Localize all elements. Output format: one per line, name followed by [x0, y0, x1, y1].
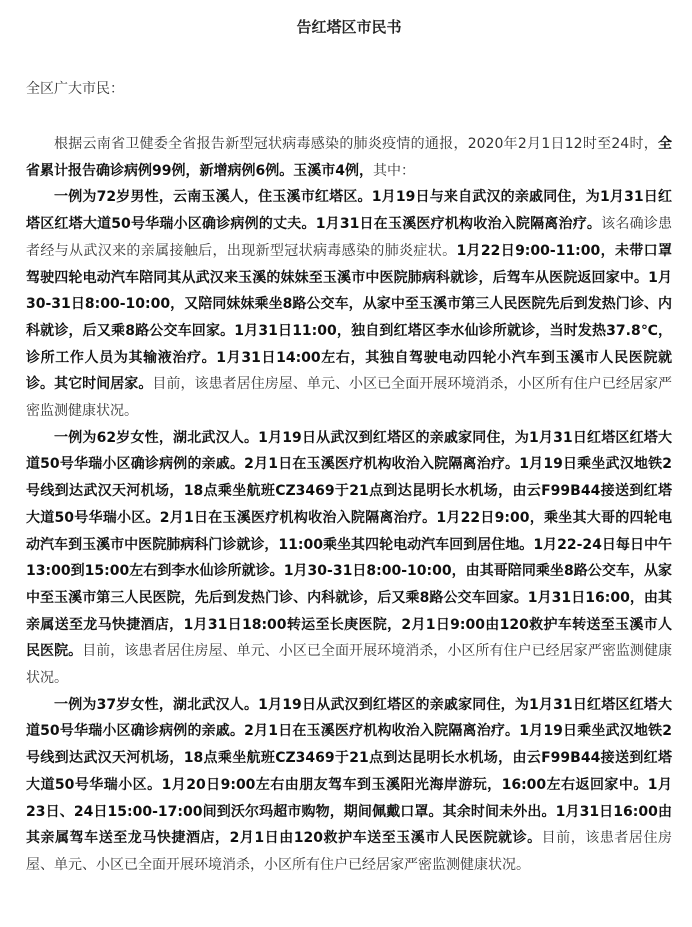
salutation: 全区广大市民：	[26, 81, 124, 97]
text-segment-bold: 一例为62岁女性，湖北武汉人。1月19日从武汉到红塔区的亲戚家同住，为1月31日红塔区红塔大道50号华瑞小区确诊病例的亲戚。2月1日在玉溪医疗机构收治入院隔离治疗。1月19日乘坐武汉地铁2号线到达武汉天河机场，18点乘坐航班CZ3469于21点到达昆明长水机场，由云F99B44接送到红塔大道50号华瑞小区。2月1日在玉溪医疗机构收治入院隔离治疗。1月22日9:00，乘坐其大哥的四轮电动汽车到玉溪市中医院肺病科门诊就诊，11:00乘坐其四轮电动汽车回到居住地。1月22-24日每日中午13:00到15:00左右到李水仙诊所就诊。1月30-31日8:00-10:00，由其哥陪同乘坐8路公交车，从家中至玉溪市第三人民医院，先后到发热门诊、内科就诊，后又乘8路公交车回家。1月31日16:00，由其亲属送至龙马快捷酒店，1月31日18:00转运至长庚医院，2月1日9:00由120救护车转送至玉溪市人民医院。	[26, 429, 672, 660]
text-segment-bold: 1月22日9:00-11:00，未带口罩驾驶四轮电动汽车陪同其从武汉来玉溪的妹妹至玉溪市中医院肺病科就诊，后驾车从医院返回家中。1月30-31日8:00-10:00，又陪同妹妹乘坐8路公交车，从家中至玉溪市第三人民医院先后到发热门诊、内科就诊，后又乘8路公交车回家。1月31日11:00，独自到红塔区李水仙诊所就诊，当时发热37.8℃，诊所工作人员为其输液治疗。1月31日14:00左右，其独自驾驶电动四轮小汽车到玉溪市人民医院就诊。其它时间居家。	[26, 242, 673, 393]
paragraph-3	[26, 425, 672, 692]
paragraph-4	[26, 692, 672, 879]
paragraph-1	[26, 131, 672, 184]
text-segment: 其中：	[372, 162, 415, 179]
paragraph-2	[26, 184, 672, 424]
text-segment-bold: 一例为37岁女性，湖北武汉人。1月19日从武汉到红塔区的亲戚家同住，为1月31日红塔区红塔大道50号华瑞小区确诊病例的亲戚。2月1日在玉溪医疗机构收治入院隔离治疗。1月19日乘坐武汉地铁2号线到达武汉天河机场，18点乘坐航班CZ3469于21点到达昆明长水机场，由云F99B44接送到红塔大道50号华瑞小区。1月20日9:00左右由朋友驾车到玉溪阳光海岸游玩，16:00左右返回家中。1月23日、24日15:00-17:00间到沃尔玛超市购物，期间佩戴口罩。其余时间未外出。1月31日16:00由其亲属驾车送至龙马快捷酒店，2月1日由120救护车送至玉溪市人民医院就诊。	[26, 696, 672, 847]
text-segment: 根据云南省卫健委全省报告新型冠状病毒感染的肺炎疫情的通报，2020年2月1日12时至24时，	[54, 136, 658, 152]
text-segment: 目前，该患者居住房屋、单元、小区已全面开展环境消杀，小区所有住户已经居家严密监测健康状况。	[26, 830, 672, 873]
document-title: 告红塔区市民书	[296, 18, 402, 36]
text-segment: 该名确诊患者经与从武汉来的亲属接触后，出现新型冠状病毒感染的肺炎症状。	[26, 216, 672, 259]
text-segment-bold: 全省累计报告确诊病例99例，新增病例6例。玉溪市4例，	[26, 136, 672, 179]
text-segment: 目前，该患者居住房屋、单元、小区已全面开展环境消杀，小区所有住户已经居家严密监测健康状况。	[26, 376, 673, 420]
text-segment-bold: 一例为72岁男性，云南玉溪人，住玉溪市红塔区。1月19日与来自武汉的亲戚同住，为1月31日红塔区红塔大道50号华瑞小区确诊病例的丈夫。1月31日在玉溪医疗机构收治入院隔离治疗。	[26, 189, 672, 233]
text-segment: 目前，该患者居住房屋、单元、小区已全面开展环境消杀，小区所有住户已经居家严密监测健康状况。	[26, 643, 673, 687]
